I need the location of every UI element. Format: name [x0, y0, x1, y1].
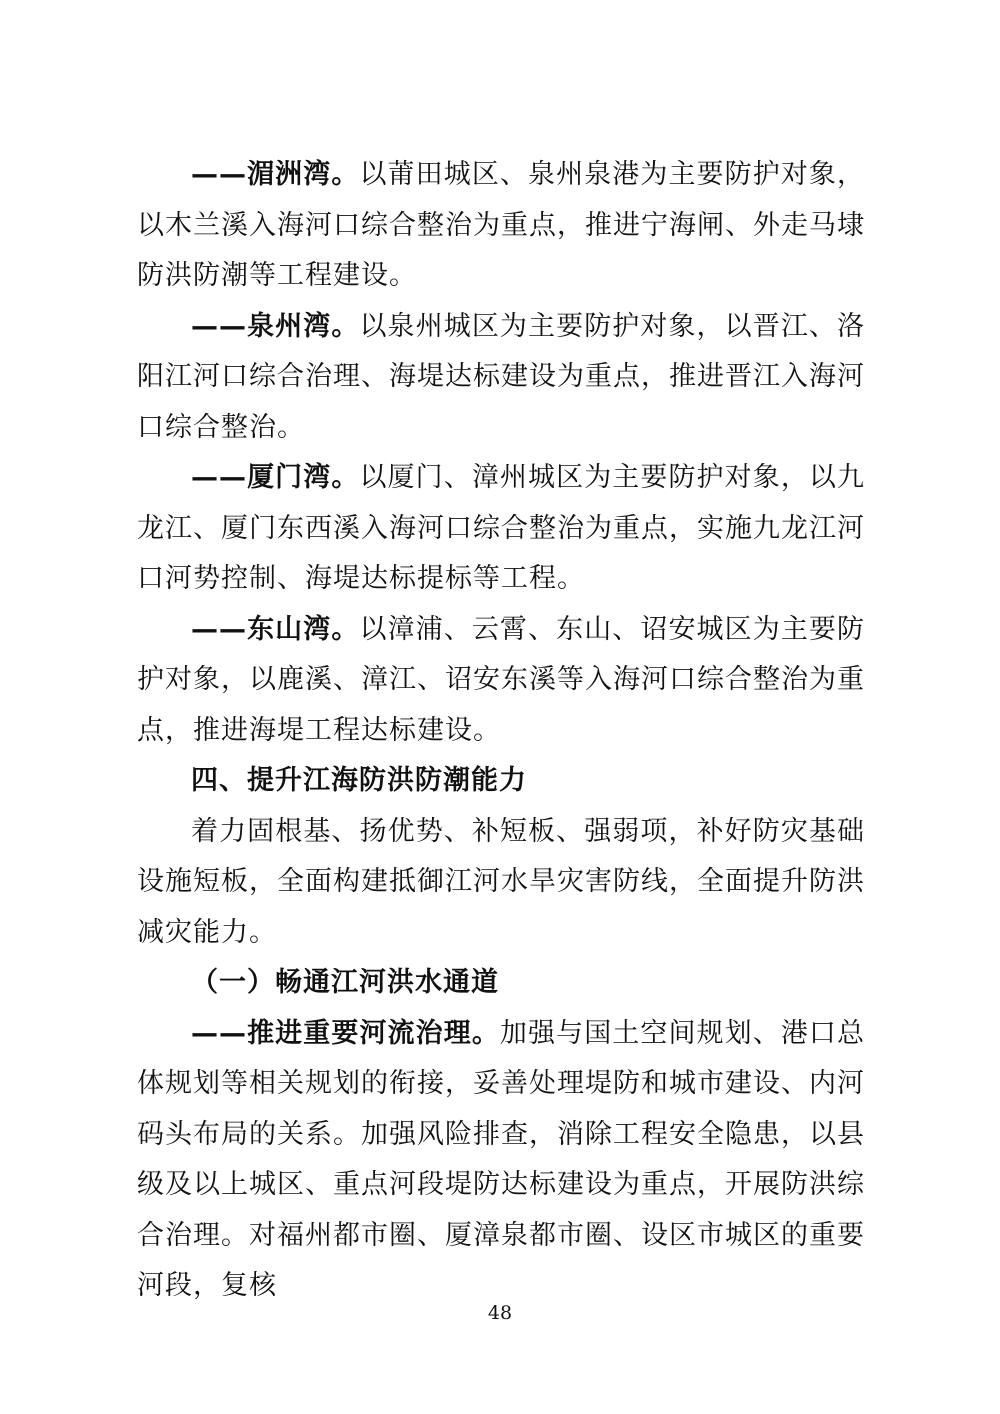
paragraph-lead: ——东山湾。 — [191, 613, 360, 645]
paragraph-lead: ——推进重要河流治理。 — [191, 1017, 500, 1049]
page-number: 48 — [487, 1302, 513, 1324]
paragraph-text: 以泉州城区为主要防护对象，以晋江、洛阳江河口综合治理、海堤达标建设为重点，推进晋江入海河口综合整治。 — [137, 310, 866, 443]
paragraph-text: 加强与国土空间规划、港口总体规划等相关规划的衔接，妥善处理堤防和城市建设、内河码头布局的关系。加强风险排查，消除工程安全隐患，以县级及以上城区、重点河段堤防达标建设为重点，开展防洪综合治理。对福州都市圈、厦漳泉都市圈、设区市城区的重要河段，复核 — [137, 1017, 866, 1301]
paragraph-lead: ——厦门湾。 — [191, 462, 360, 493]
section-intro: 着力固根基、扬优势、补短板、强弱项，补好防灾基础设施短板，全面构建抵御江河水旱灾害防线，全面提升防洪减灾能力。 — [137, 815, 865, 948]
page-body — [137, 150, 865, 1312]
paragraph-quanzhou-bay — [137, 302, 865, 454]
paragraph-lead: ——泉州湾。 — [191, 310, 360, 342]
paragraph-text: 以莆田城区、泉州泉港为主要防护对象，以木兰溪入海河口综合整治为重点，推进宁海闸、外走马埭防洪防潮等工程建设。 — [137, 159, 866, 291]
paragraph-xiamen-bay — [137, 453, 865, 605]
paragraph-dongshan-bay — [137, 605, 865, 757]
paragraph-river-governance — [137, 1009, 865, 1312]
subsection-heading: （一）畅通江河洪水通道 — [191, 967, 499, 998]
section-heading: 四、提升江海防洪防潮能力 — [191, 765, 527, 796]
paragraph-text: 以漳浦、云霄、东山、诏安城区为主要防护对象，以鹿溪、漳江、诏安东溪等入海河口综合整治为重点，推进海堤工程达标建设。 — [137, 613, 866, 746]
paragraph-meizhou-bay — [137, 150, 865, 302]
paragraph-lead: ——湄洲湾。 — [191, 159, 360, 190]
paragraph-text: 以厦门、漳州城区为主要防护对象，以九龙江、厦门东西溪入海河口综合整治为重点，实施九龙江河口河势控制、海堤达标提标等工程。 — [137, 462, 866, 594]
